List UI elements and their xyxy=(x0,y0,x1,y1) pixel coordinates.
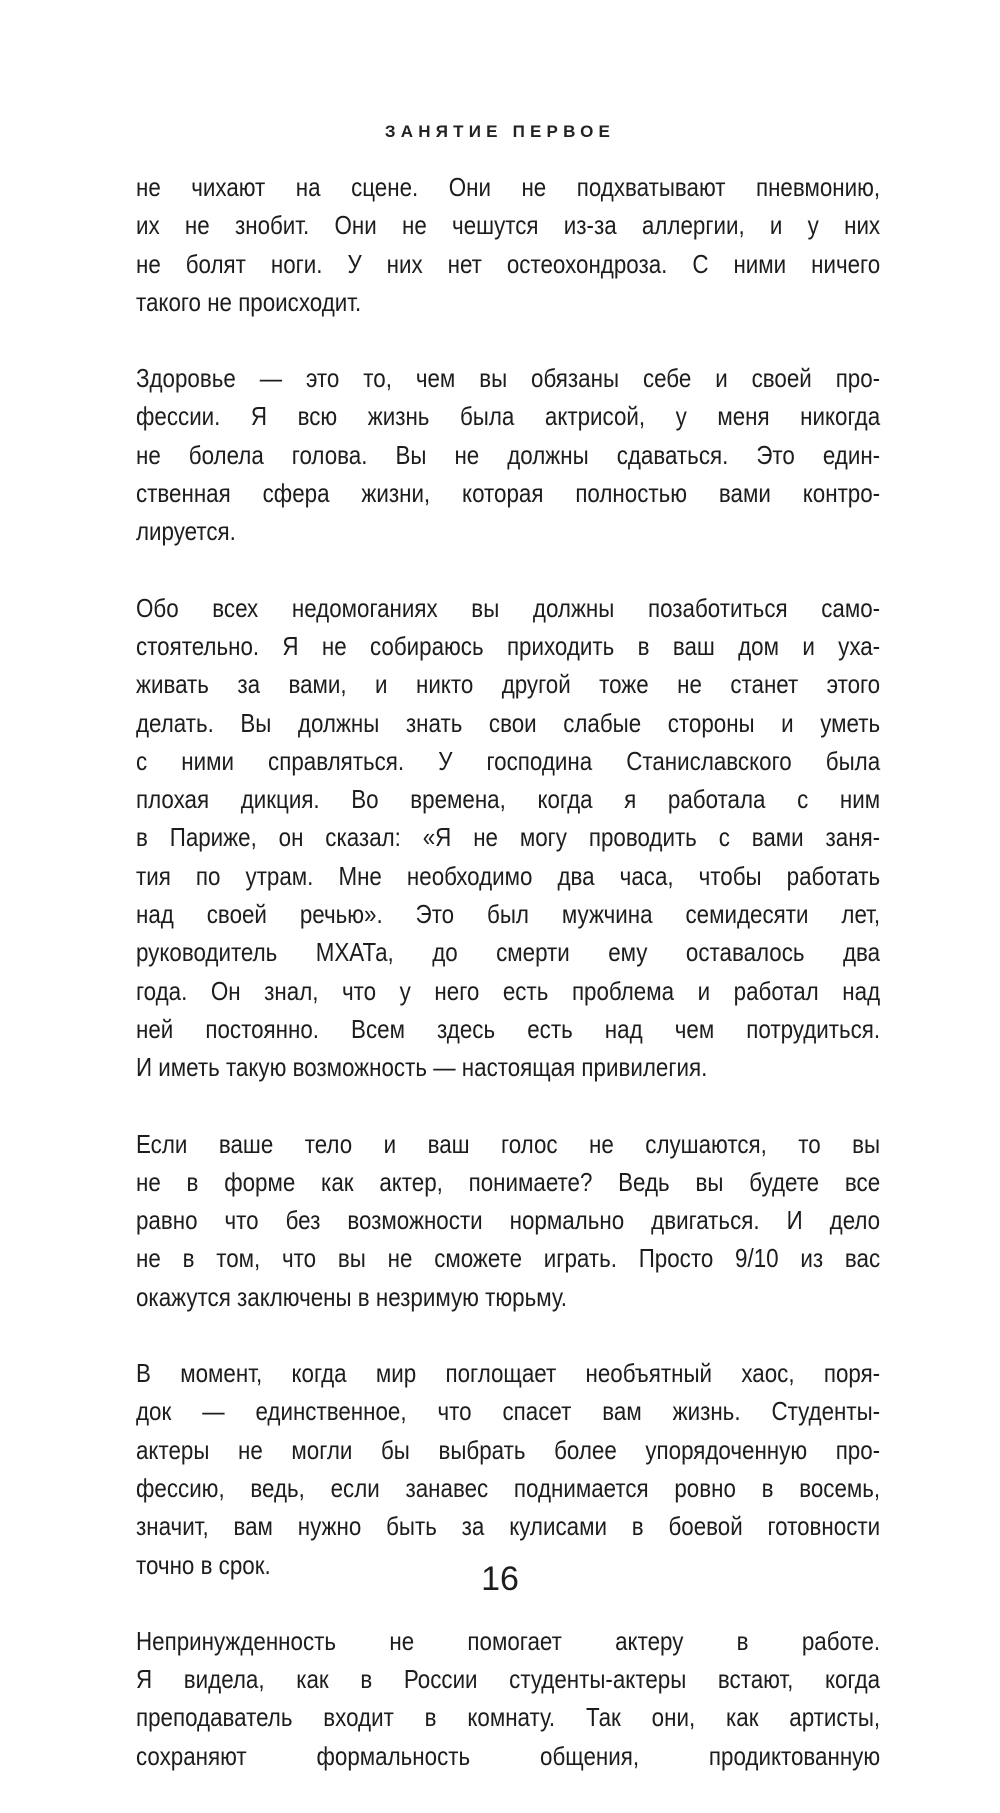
running-head: ЗАНЯТИЕ ПЕРВОЕ xyxy=(384,122,616,141)
text-line: И иметь такую возможность — настоящая привилегия. xyxy=(136,1052,708,1083)
text-line: Если ваше тело и ваш голос не слушаются, то вы xyxy=(136,1128,881,1159)
paragraph-1 xyxy=(136,168,880,321)
text-line: в Париже, он сказал: «Я не могу проводить с вами заня- xyxy=(136,822,881,853)
text-line: равно что без возможности нормально двигаться. И дело xyxy=(136,1205,881,1236)
text-line: Я видела, как в России студенты-актеры встают, когда xyxy=(136,1664,881,1695)
paragraph-6 xyxy=(136,1622,880,1775)
text-line: Здоровье — это то, чем вы обязаны себе и своей про- xyxy=(136,363,881,394)
text-line: года. Он знал, что у него есть проблема и работал над xyxy=(136,975,881,1006)
text-line: плохая дикция. Во времена, когда я работала с ним xyxy=(136,784,881,815)
text-line: Обо всех недомоганиях вы должны позаботиться само- xyxy=(136,592,881,623)
text-line: сохраняют формальность общения, продиктованную xyxy=(136,1740,881,1771)
text-line: актеры не могли бы выбрать более упорядоченную про- xyxy=(136,1434,881,1465)
text-line: преподаватель входит в комнату. Так они, как артисты, xyxy=(136,1702,881,1733)
text-line: окажутся заключены в незримую тюрьму. xyxy=(136,1281,568,1312)
text-line: над своей речью». Это был мужчина семидесяти лет, xyxy=(136,899,881,930)
text-line: такого не происходит. xyxy=(136,286,362,317)
paragraph-2 xyxy=(136,359,880,550)
text-line: их не знобит. Они не чешутся из-за аллергии, и у них xyxy=(136,210,881,241)
text-line: значит, вам нужно быть за кулисами в боевой готовности xyxy=(136,1511,881,1542)
page-number: 16 xyxy=(481,1560,519,1598)
text-line: руководитель МХАТа, до смерти ему оставалось два xyxy=(136,937,881,968)
text-line: ственная сфера жизни, которая полностью вами контро- xyxy=(136,478,881,509)
text-line: не болела голова. Вы не должны сдаваться. Это един- xyxy=(136,439,881,470)
paragraph-4 xyxy=(136,1125,880,1316)
text-line: не болят ноги. У них нет остеохондроза. С ними ничего xyxy=(136,248,881,279)
text-line: точно в срок. xyxy=(136,1549,271,1580)
text-line: ней постоянно. Всем здесь есть над чем потрудиться. xyxy=(136,1013,881,1044)
text-line: док — единственное, что спасет вам жизнь. Студенты- xyxy=(136,1396,881,1427)
text-line: фессии. Я всю жизнь была актрисой, у меня никогда xyxy=(136,401,881,432)
text-line: стоятельно. Я не собираюсь приходить в ваш дом и уха- xyxy=(136,630,881,661)
text-line: лируется. xyxy=(136,516,236,547)
text-line: В момент, когда мир поглощает необъятный хаос, поря- xyxy=(136,1358,881,1389)
paragraph-3 xyxy=(136,589,880,1087)
text-line: не в том, что вы не сможете играть. Просто 9/10 из вас xyxy=(136,1243,881,1274)
paragraph-5 xyxy=(136,1354,880,1584)
text-line: не в форме как актер, понимаете? Ведь вы будете все xyxy=(136,1166,881,1197)
text-line: Непринужденность не помогает актеру в работе. xyxy=(136,1625,881,1656)
text-line: тия по утрам. Мне необходимо два часа, чтобы работать xyxy=(136,860,881,891)
text-line: не чихают на сцене. Они не подхватывают пневмонию, xyxy=(136,172,881,202)
text-line: с ними справляться. У господина Станиславского была xyxy=(136,745,881,776)
text-line: фессию, ведь, если занавес поднимается ровно в восемь, xyxy=(136,1472,881,1503)
text-line: делать. Вы должны знать свои слабые стороны и уметь xyxy=(136,707,881,738)
text-line: живать за вами, и никто другой тоже не станет этого xyxy=(136,669,881,700)
